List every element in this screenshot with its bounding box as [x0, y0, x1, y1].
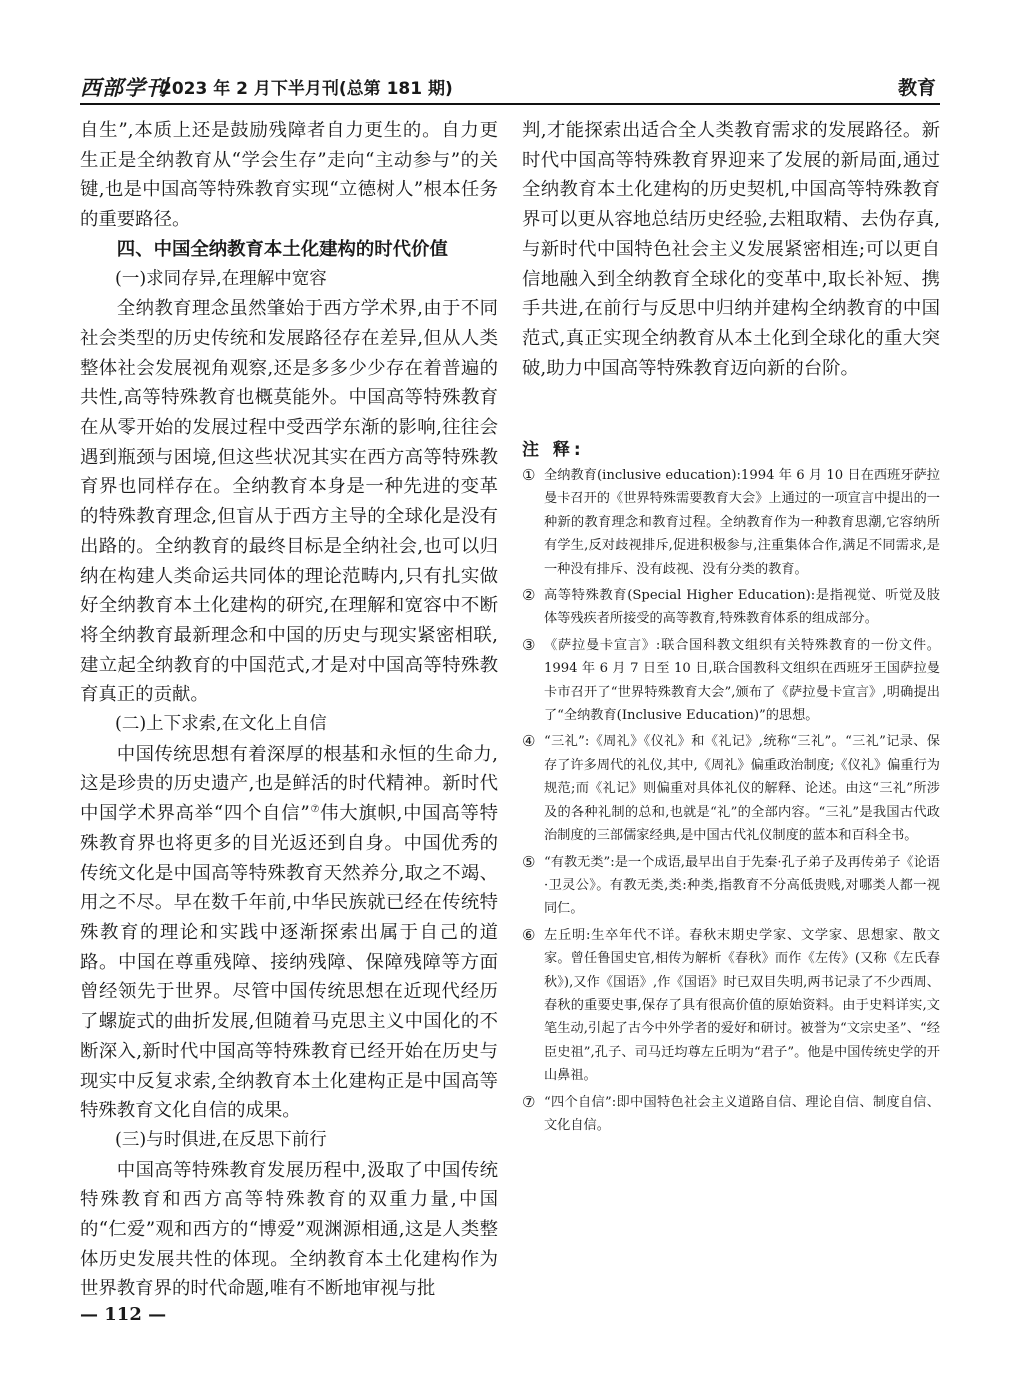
note-number: ⑤ — [522, 852, 536, 871]
footnote-ref[interactable]: ⑦ — [309, 804, 321, 816]
page-number: — 112 — — [80, 1304, 167, 1325]
left-column — [80, 116, 498, 1304]
paragraph: 全纳教育理念虽然肇始于西方学术界,由于不同社会类型的历史传统和发展路径存在差异,但从人类整体社会发展视角观察,还是多多少少存在着普遍的共性,高等特殊教育也概莫能外。中国高等特殊教育在从零开始的发展过程中受西学东渐的影响,往往会遇到瓶颈与困境,但这些状况其实在西方高等特殊教育界也同样存在。全纳教育本身是一种先进的变革的特殊教育理念,但盲从于西方主导的全球化是没有出路的。全纳教育的最终目标是全纳社会,也可以归纳在构建人类命运共同体的理论范畴内,只有扎实做好全纳教育本土化建构的研究,在理解和宽容中不断将全纳教育最新理念和中国的历史与现实紧密相联,建立起全纳教育的中国范式,才是对中国高等特殊教育真正的贡献。 — [80, 298, 498, 706]
notes-list — [522, 464, 940, 1140]
paragraph: 自生”,本质上还是鼓励残障者自力更生的。自力更生正是全纳教育从“学会生存”走向“主动参与”的关键,也是中国高等特殊教育实现“立德树人”根本任务的重要路径。 — [80, 120, 498, 231]
paragraph-text: 伟大旗帜,中国高等特殊教育界也将更多的目光返还到自身。中国优秀的传统文化是中国高等特殊教育天然养分,取之不竭、用之不尽。早在数千年前,中华民族就已经在传统特殊教育的理论和实践中逐渐探索出属于自己的道路。中国在尊重残障、接纳残障、保障残障等方面曾经领先于世界。尽管中国传统思想在近现代经历了螺旋式的曲折发展,但随着马克思主义中国化的不断深入,新时代中国高等特殊教育已经开始在历史与现实中反复求索,全纳教育本土化建构正是中国高等特殊教育文化自信的成果。 — [80, 803, 498, 1122]
note-item — [522, 634, 940, 728]
subsection-heading: (三)与时俱进,在反思下前行 — [115, 1129, 327, 1150]
subsection-heading: (二)上下求索,在文化上自信 — [115, 714, 327, 735]
note-text: “有教无类”:是一个成语,最早出自于先秦·孔子弟子及再传弟子《论语·卫灵公》。有教无类,类:种类,指教育不分高低贵贱,对哪类人都一视同仁。 — [544, 854, 940, 917]
paragraph-text: 中国传统思想有着深厚的根基和永恒的生命力,这是珍贵的历史遗产,也是鲜活的时代精神。新时代中国学术界高举“四个自信” — [80, 743, 498, 825]
note-number: ⑦ — [522, 1092, 536, 1111]
running-header — [80, 70, 940, 100]
note-item — [522, 851, 940, 921]
right-column — [522, 116, 940, 383]
note-number: ② — [522, 586, 536, 605]
note-number: ⑥ — [522, 925, 536, 944]
note-text: 高等特殊教育(Special Higher Education):是指视觉、听觉及肢体等残疾者所接受的高等教育,特殊教育体系的组成部分。 — [544, 588, 940, 627]
notes-title: 注 释: — [522, 440, 585, 460]
paragraph — [80, 740, 498, 1126]
note-item — [522, 584, 940, 631]
note-text: 左丘明:生卒年代不详。春秋末期史学家、文学家、思想家、散文家。曾任鲁国史官,相传为解析《春秋》而作《左传》(又称《左氏春秋》),又作《国语》,作《国语》时已双目失明,两书记录了不少西周、春秋的重要史事,保存了具有很高价值的原始资料。由于史料详实,文笔生动,引起了古今中外学者的爱好和研讨。被誉为“文宗史圣”、“经臣史祖”,孔子、司马迁均尊左丘明为“君子”。他是中国传统史学的开山鼻祖。 — [544, 927, 940, 1084]
subsection-heading: (一)求同存异,在理解中宽容 — [115, 268, 327, 289]
note-number: ③ — [522, 635, 536, 654]
section-heading: 四、中国全纳教育本土化建构的时代价值 — [116, 238, 448, 260]
note-item — [522, 1091, 940, 1138]
note-item — [522, 730, 940, 847]
paragraph: 判,才能探索出适合全人类教育需求的发展路径。新时代中国高等特殊教育界迎来了发展的新局面,通过全纳教育本土化建构的历史契机,中国高等特殊教育界可以更从容地总结历史经验,去粗取精、去伪存真,与新时代中国特色社会主义发展紧密相连;可以更自信地融入到全纳教育全球化的变革中,取长补短、携手共进,在前行与反思中归纳并建构全纳教育的中国范式,真正实现全纳教育从本土化到全球化的重大突破,助力中国高等特殊教育迈向新的台阶。 — [522, 120, 940, 379]
issue-info: 2023 年 2 月下半月刊(总第 181 期) — [160, 79, 453, 99]
header-rule — [80, 103, 940, 105]
note-item — [522, 924, 940, 1088]
paragraph: 中国高等特殊教育发展历程中,汲取了中国传统特殊教育和西方高等特殊教育的双重力量,中国的“仁爱”观和西方的“博爱”观渊源相通,这是人类整体历史发展共性的体现。全纳教育本土化建构作为世界教育界的时代命题,唯有不断地审视与批 — [80, 1159, 498, 1300]
note-number: ④ — [522, 732, 536, 751]
note-item — [522, 464, 940, 581]
note-text: 《萨拉曼卡宣言》:联合国科教文组织有关特殊教育的一份文件。1994 年 6 月 7 日至 10 日,联合国教科文组织在西班牙王国萨拉曼卡市召开了“世界特殊教育大会”,颁布了《萨拉曼卡宣言》,明确提出了“全纳教育(Inclusive Education)”的思想。 — [544, 637, 940, 724]
note-number: ① — [522, 466, 536, 484]
section-name: 教育 — [897, 77, 936, 99]
note-text: “三礼”:《周礼》《仪礼》和《礼记》,统称“三礼”。“三礼”记录、保存了许多周代的礼仪,其中,《周礼》偏重政治制度;《仪礼》偏重行为规范;而《礼记》则偏重对具体礼仪的解释、论述。由这“三礼”所涉及的各种礼制的总和,也就是“礼”的全部内容。“三礼”是我国古代政治制度的三部儒家经典,是中国古代礼仪制度的蓝本和百科全书。 — [544, 734, 940, 844]
note-text: “四个自信”:即中国特色社会主义道路自信、理论自信、制度自信、文化自信。 — [544, 1094, 940, 1133]
note-text: 全纳教育(inclusive education):1994 年 6 月 10 日在西班牙萨拉曼卡召开的《世界特殊需要教育大会》上通过的一项宣言中提出的一种新的教育理念和教育过程。全纳教育作为一种教育思潮,它容纳所有学生,反对歧视排斥,促进积极参与,注重集体合作,满足不同需求,是一种没有排斥、没有歧视、没有分类的教育。 — [544, 468, 940, 577]
journal-logo: 西部学刊 — [80, 75, 168, 100]
